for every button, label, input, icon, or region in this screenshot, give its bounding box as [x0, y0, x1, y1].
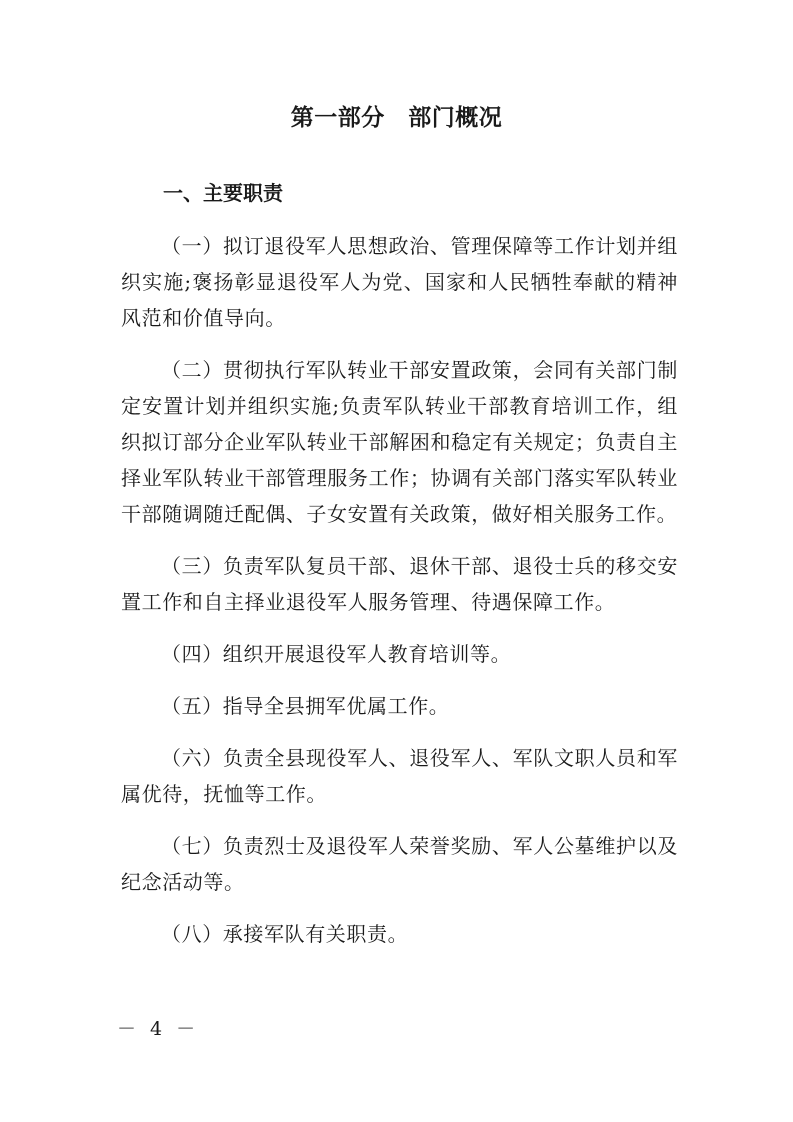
page-title: 第一部分 部门概况	[290, 105, 503, 131]
duty-paragraph-6: （六）负责全县现役军人、退役军人、军队文职人员和军属优待，抚恤等工作。	[121, 746, 678, 806]
duties-list	[121, 228, 678, 968]
duty-paragraph-2: （二）贯彻执行军队转业干部安置政策，会同有关部门制定安置计划并组织实施;负责军队转业干部教育培训工作，组织拟订部分企业军队转业干部解困和稳定有关规定；负责自主择业军队转业干部管理服务工作；协调有关部门落实军队转业干部随调随迁配偶、子女安置有关政策，做好相关服务工作。	[121, 358, 678, 526]
duty-paragraph-8: （八）承接军队有关职责。	[161, 922, 409, 946]
duty-paragraph-5: （五）指导全县拥军优属工作。	[161, 694, 450, 718]
duty-paragraph-1: （一）拟订退役军人思想政治、管理保障等工作计划并组织实施;褒扬彰显退役军人为党、国家和人民牺牲奉献的精神风范和价值导向。	[121, 234, 678, 330]
duty-paragraph-7: （七）负责烈士及退役军人荣誉奖励、军人公墓维护以及纪念活动等。	[121, 834, 678, 894]
duty-paragraph-3: （三）负责军队复员干部、退休干部、退役士兵的移交安置工作和自主择业退役军人服务管理、待遇保障工作。	[121, 554, 678, 614]
section-heading: 一、主要职责	[163, 181, 283, 205]
duty-paragraph-4: （四）组织开展退役军人教育培训等。	[161, 642, 512, 666]
page-number: － 4 －	[117, 1018, 200, 1040]
